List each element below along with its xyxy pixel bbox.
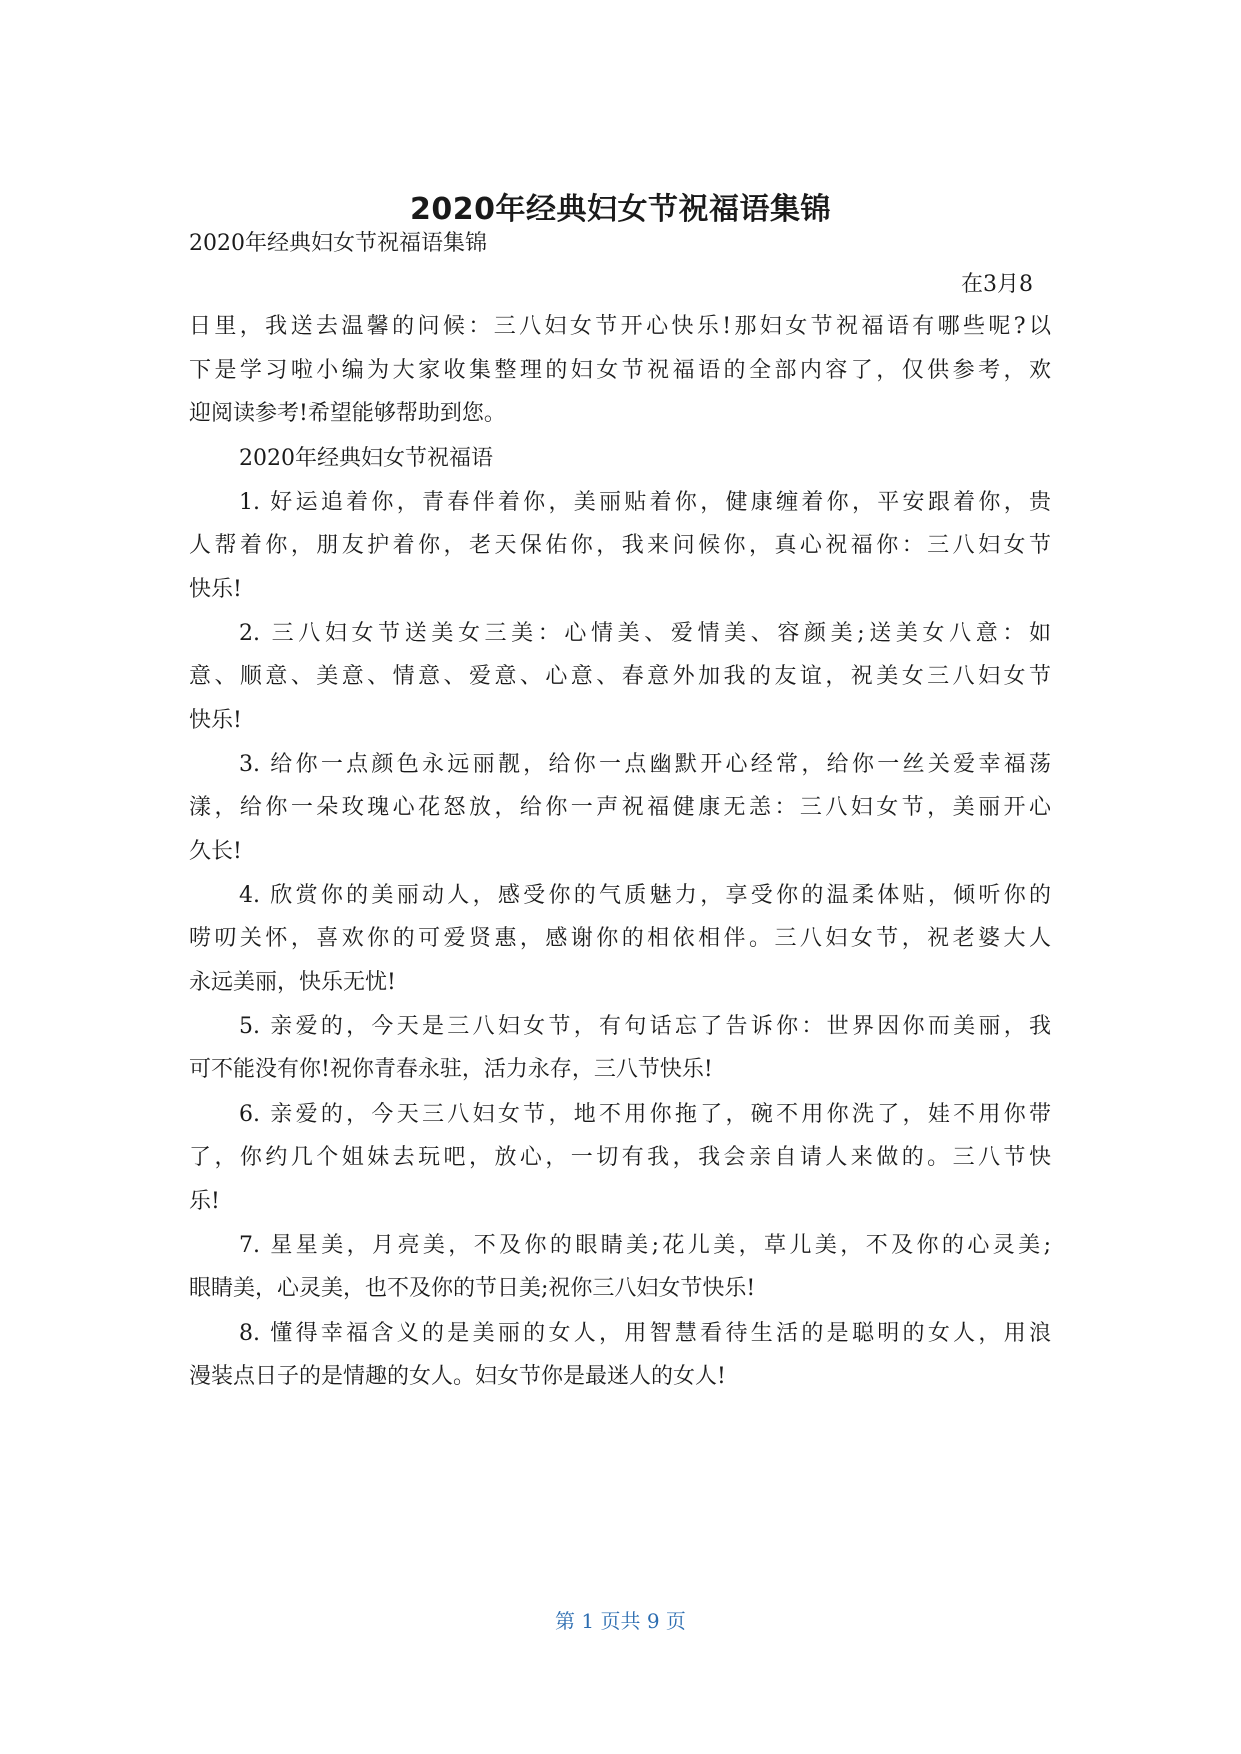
- item-8-line: 8. 懂得幸福含义的是美丽的女人，用智慧看待生活的是聪明的女人，用浪: [239, 1321, 1051, 1346]
- date-fragment: 在3月8: [961, 272, 1033, 297]
- item-8-line: 漫装点日子的是情趣的女人。妇女节你是最迷人的女人!: [189, 1364, 726, 1389]
- item-2-line: 意、顺意、美意、情意、爱意、心意、春意外加我的友谊，祝美女三八妇女节: [189, 664, 1051, 689]
- intro-line: 日里，我送去温馨的问候：三八妇女节开心快乐!那妇女节祝福语有哪些呢?以: [189, 314, 1051, 339]
- item-4-line: 唠叨关怀，喜欢你的可爱贤惠，感谢你的相依相伴。三八妇女节，祝老婆大人: [189, 926, 1051, 951]
- section-heading: 2020年经典妇女节祝福语: [239, 446, 493, 471]
- item-4-line: 4. 欣赏你的美丽动人，感受你的气质魅力，享受你的温柔体贴，倾听你的: [239, 883, 1051, 908]
- item-2-line: 2. 三八妇女节送美女三美：心情美、爱情美、容颜美;送美女八意：如: [239, 621, 1051, 646]
- item-1-line: 快乐!: [189, 577, 242, 602]
- item-1-line: 1. 好运追着你，青春伴着你，美丽贴着你，健康缠着你，平安跟着你，贵: [239, 490, 1051, 515]
- intro-line: 迎阅读参考!希望能够帮助到您。: [189, 401, 506, 426]
- item-2-line: 快乐!: [189, 708, 242, 733]
- item-7-line: 眼睛美，心灵美，也不及你的节日美;祝你三八妇女节快乐!: [189, 1276, 756, 1301]
- page-number-footer: 第 1 页共 9 页: [555, 1609, 686, 1633]
- item-5-line: 5. 亲爱的，今天是三八妇女节，有句话忘了告诉你：世界因你而美丽，我: [239, 1014, 1051, 1039]
- item-6-line: 乐!: [189, 1189, 220, 1214]
- item-3-line: 久长!: [189, 839, 242, 864]
- intro-line: 下是学习啦小编为大家收集整理的妇女节祝福语的全部内容了，仅供参考，欢: [189, 358, 1051, 383]
- item-6-line: 了，你约几个姐妹去玩吧，放心，一切有我，我会亲自请人来做的。三八节快: [189, 1145, 1051, 1170]
- item-6-line: 6. 亲爱的，今天三八妇女节，地不用你拖了，碗不用你洗了，娃不用你带: [239, 1102, 1051, 1127]
- item-3-line: 漾，给你一朵玫瑰心花怒放，给你一声祝福健康无恙：三八妇女节，美丽开心: [189, 795, 1051, 820]
- subtitle: 2020年经典妇女节祝福语集锦: [189, 231, 487, 256]
- item-1-line: 人帮着你，朋友护着你，老天保佑你，我来问候你，真心祝福你：三八妇女节: [189, 533, 1051, 558]
- item-3-line: 3. 给你一点颜色永远丽靓，给你一点幽默开心经常，给你一丝关爱幸福荡: [239, 752, 1051, 777]
- item-7-line: 7. 星星美，月亮美，不及你的眼睛美;花儿美，草儿美，不及你的心灵美;: [239, 1233, 1051, 1258]
- item-5-line: 可不能没有你!祝你青春永驻，活力永存，三八节快乐!: [189, 1057, 713, 1082]
- document-title: 2020年经典妇女节祝福语集锦: [410, 192, 831, 227]
- item-4-line: 永远美丽，快乐无忧!: [189, 970, 396, 995]
